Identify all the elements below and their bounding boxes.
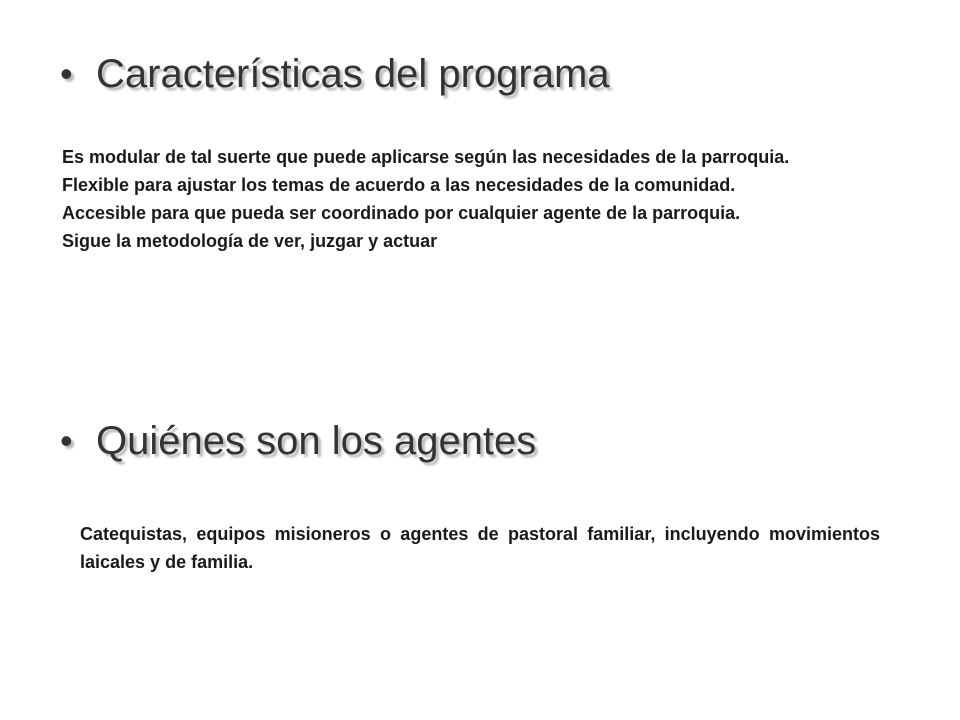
paragraph-agentes: Catequistas, equipos misioneros o agentes de pastoral familiar, incluyendo movimientos laicales y de familia.	[80, 524, 880, 572]
bullet-icon: •	[60, 420, 73, 461]
bullet-icon: •	[60, 53, 73, 94]
section-heading-agentes	[60, 417, 536, 465]
paragraph-metodologia: Sigue la metodología de ver, juzgar y actuar	[62, 231, 438, 251]
paragraph-accesible: Accesible para que pueda ser coordinado por cualquier agente de la parroquia.	[62, 203, 741, 223]
section-heading-caracteristicas	[60, 50, 610, 98]
section-title: Características del programa	[96, 52, 610, 96]
agentes-text	[80, 520, 880, 576]
caracteristicas-list	[62, 143, 894, 255]
paragraph-flexible: Flexible para ajustar los temas de acuerdo a las necesidades de la comunidad.	[62, 175, 736, 195]
section-title: Quiénes son los agentes	[96, 419, 537, 463]
paragraph-modular: Es modular de tal suerte que puede aplicarse según las necesidades de la parroquia.	[62, 147, 790, 167]
